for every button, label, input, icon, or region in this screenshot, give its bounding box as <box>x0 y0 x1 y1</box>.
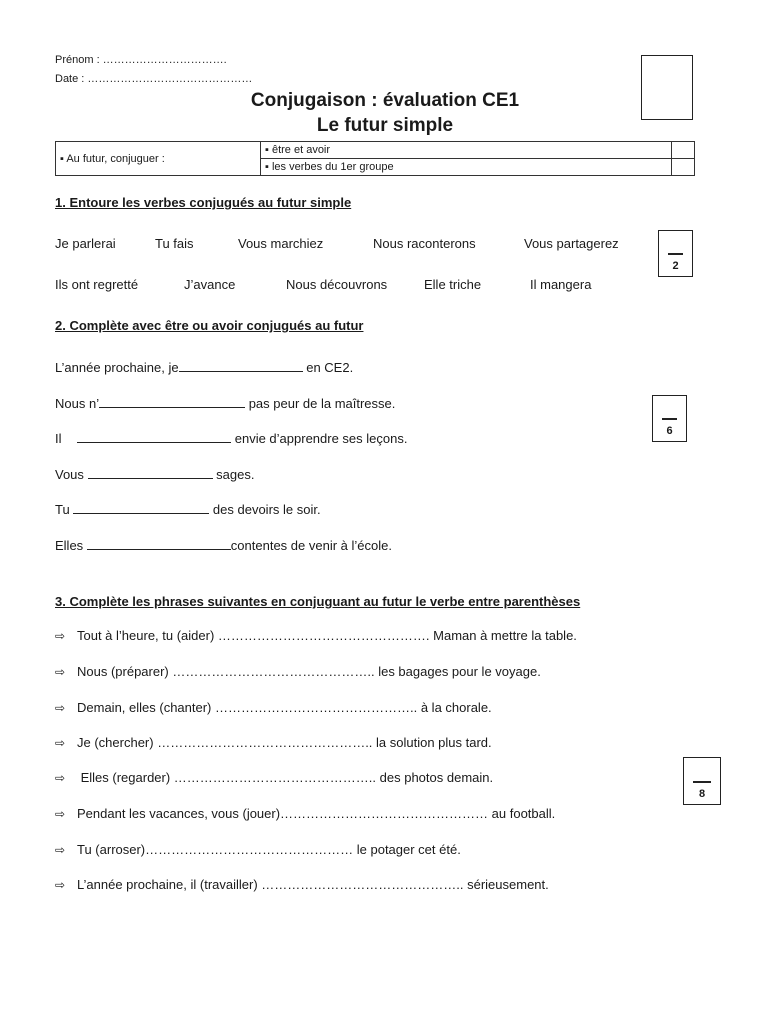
exercise-3-score-max: 8 <box>698 788 706 800</box>
conjugation-item: ⇨ Je (chercher) ………………………………………….. la solution plus tard. <box>55 735 492 750</box>
fill-sentence: Vous sages. <box>55 467 255 482</box>
answer-blank[interactable] <box>99 395 245 408</box>
arrow-right-icon: ⇨ <box>55 878 66 892</box>
fill-sentence: L’année prochaine, je en CE2. <box>55 360 354 375</box>
verb-item: Tu fais <box>155 236 194 251</box>
verb-item: Nous raconterons <box>373 236 476 251</box>
answer-blank[interactable] <box>77 430 231 443</box>
fill-sentence: Il envie d’apprendre ses leçons. <box>55 431 408 446</box>
fill-sentence: Nous n’ pas peur de la maîtresse. <box>55 396 396 411</box>
firstname-field: Prénom : ……………………………. <box>55 54 227 66</box>
arrow-right-icon: ⇨ <box>55 736 66 750</box>
date-field: Date : ……………………………………… <box>55 73 253 85</box>
exercise-3-score-box <box>683 757 721 805</box>
conjugation-item: ⇨ Elles (regarder) ……………………………………….. des photos demain. <box>55 770 494 785</box>
arrow-right-icon: ⇨ <box>55 701 66 715</box>
objective-check-cell <box>672 142 695 159</box>
exercise-1-score-max: 2 <box>672 260 679 272</box>
objectives-table <box>55 141 695 176</box>
conjugation-item: ⇨ Tu (arroser)………………………………………… le potager cet été. <box>55 842 461 857</box>
exercise-2-title: 2. Complète avec être ou avoir conjugués au futur <box>55 318 364 333</box>
exercise-3-title: 3. Complète les phrases suivantes en conjuguant au futur le verbe entre parenthèses <box>55 594 581 609</box>
conjugation-item: ⇨ Demain, elles (chanter) ……………………………………….. à la chorale. <box>55 700 492 715</box>
arrow-right-icon: ⇨ <box>55 771 66 785</box>
exercise-2-score-max: 6 <box>666 425 673 437</box>
verb-item: Vous partagerez <box>524 236 619 251</box>
conjugation-item: ⇨ Nous (préparer) ……………………………………….. les bagages pour le voyage. <box>55 664 541 679</box>
answer-blank[interactable] <box>88 466 213 479</box>
fill-sentence: Tu des devoirs le soir. <box>55 502 321 517</box>
page-subtitle: Le futur simple <box>316 115 454 136</box>
objectives-label: ▪ Au futur, conjuguer : <box>56 142 261 176</box>
conjugation-item: ⇨ L’année prochaine, il (travailler) ……………………………………….. sérieusement. <box>55 877 549 892</box>
verb-item: Elle triche <box>424 277 482 292</box>
answer-blank[interactable] <box>73 501 209 514</box>
objective-item: ▪ les verbes du 1er groupe <box>261 159 672 176</box>
conjugation-item: ⇨ Pendant les vacances, vous (jouer)………………………………………… au football. <box>55 806 556 821</box>
verb-item: Ils ont regretté <box>55 277 139 292</box>
arrow-right-icon: ⇨ <box>55 807 66 821</box>
arrow-right-icon: ⇨ <box>55 665 66 679</box>
exercise-2-score-box <box>652 395 687 442</box>
objective-item: ▪ être et avoir <box>261 142 672 159</box>
fill-sentence: Elles contentes de venir à l’école. <box>55 538 392 553</box>
conjugation-item: ⇨ Tout à l’heure, tu (aider) …………………………………………. Maman à mettre la table. <box>55 628 577 643</box>
arrow-right-icon: ⇨ <box>55 629 66 643</box>
exercise-1-score-box <box>658 230 693 277</box>
objective-check-cell <box>672 159 695 176</box>
verb-item: Il mangera <box>530 277 592 292</box>
exercise-1-title: 1. Entoure les verbes conjugués au futur simple <box>55 195 352 210</box>
verb-item: Nous découvrons <box>286 277 388 292</box>
verb-item: Vous marchiez <box>238 236 324 251</box>
verb-item: Je parlerai <box>55 236 116 251</box>
answer-blank[interactable] <box>87 537 231 550</box>
page-title: Conjugaison : évaluation CE1 <box>250 90 520 111</box>
verb-item: J’avance <box>184 277 236 292</box>
answer-blank[interactable] <box>179 359 303 372</box>
arrow-right-icon: ⇨ <box>55 843 66 857</box>
